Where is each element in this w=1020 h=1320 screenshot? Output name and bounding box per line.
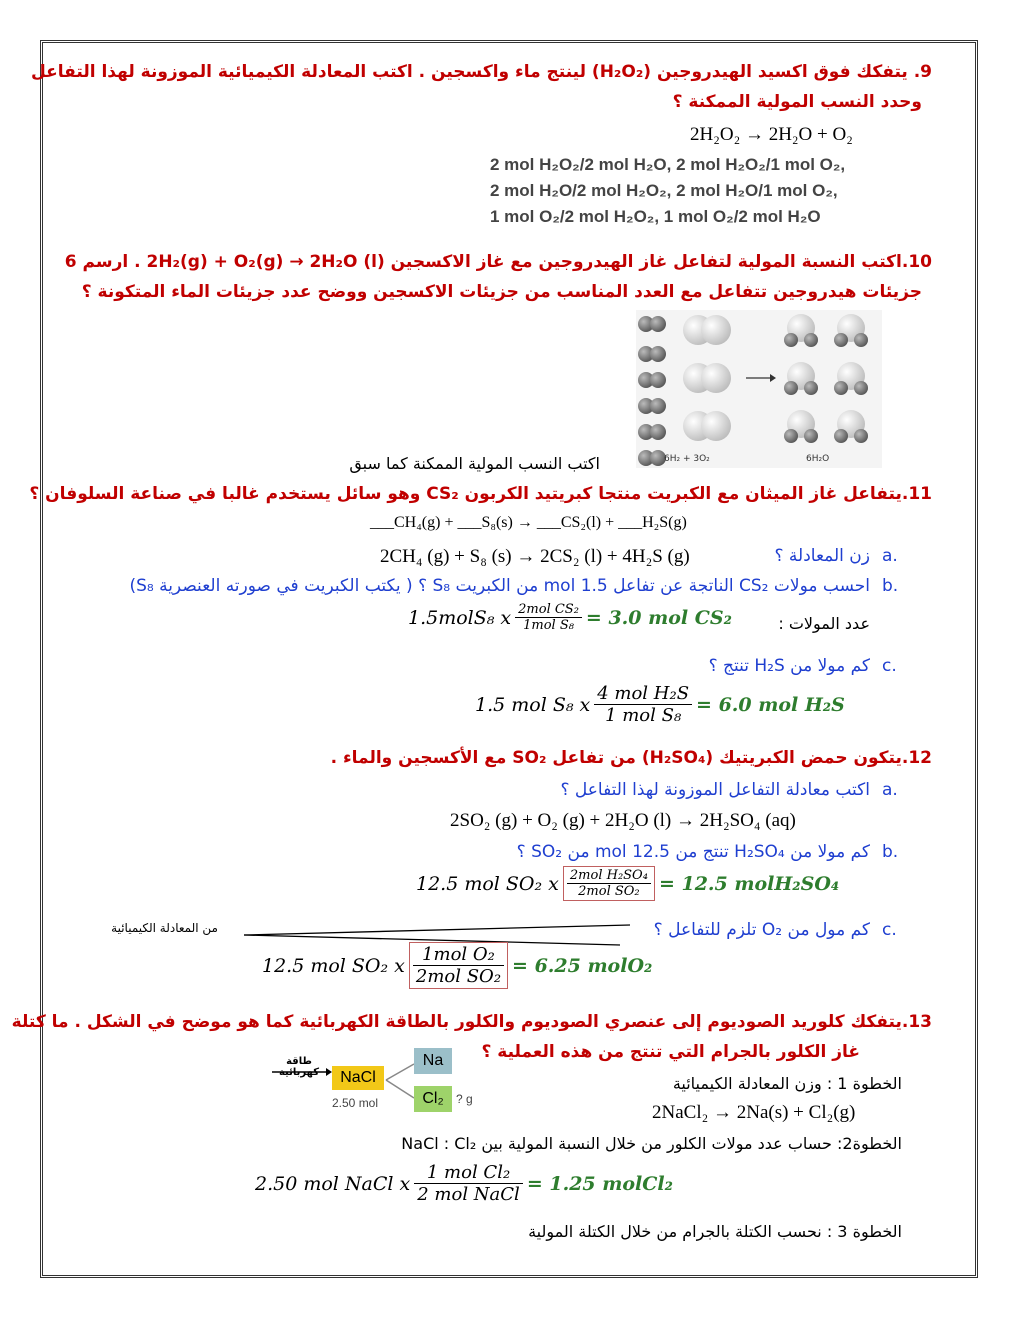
electrolysis-figure [268,1046,488,1116]
q12-c-den: 2mol SO₂ [415,966,502,987]
q10-note: اكتب النسب المولية الممكنة كما سبق [349,454,600,473]
fig-cl2: Cl₂ [414,1086,452,1112]
fig-mass: 2.50 mol [332,1096,379,1110]
q12-a-answer: 2SO₂ (g) + O₂ (g) + 2H₂O (l) → 2H₂SO₄ (aq) [450,810,796,831]
q12-annotation: من المعادلة الكيميائية [111,921,218,935]
q11-b-given: 1.5molS₈ x [408,606,512,629]
q12-c-given: 12.5 mol SO₂ x [262,954,405,977]
q13-step2: الخطوة2: حساب عدد مولات الكلور من خلال النسبة المولية بين NaCl : Cl₂ [401,1134,902,1153]
q13-step3: الخطوة 3 : نحسب الكتلة بالجرام من خلال الكتلة المولية [528,1222,902,1241]
q11-b-text: احسب مولات CS₂ الناتجة عن تفاعل 1.5 mol من الكبريت S₈ ؟ ( يكتب الكبريت في صورته العنصرية S₈) [129,576,870,596]
q11-c-num: 4 mol H₂S [594,683,692,705]
h2o-molecules [784,314,868,443]
figure-right-caption: 6H₂O [806,454,830,464]
q11-a-answer: 2CH₄ (g) + S₈ (s) → 2CS₂ (l) + 4H₂S (g) [380,546,690,567]
q11-c-den: 1 mol S₈ [605,705,682,726]
q10-title-line2: جزيئات هيدروجين تتفاعل مع العدد المناسب من جزيئات الاكسجين ووضح عدد جزيئات الماء المتكونة ؟ [81,282,922,302]
q11-c-text: كم مولا من H₂S تنتج ؟ [708,656,870,676]
q13-step2-calc [255,1162,673,1205]
q12-b-calc [416,866,839,901]
q12-b-result: = 12.5 molH₂SO₄ [658,872,840,895]
q11-b-label: b. [882,576,899,596]
q12-b-num: 2mol H₂SO₄ [567,868,651,884]
q12-b-den: 2mol SO₂ [578,884,640,899]
q9-title-line2: وحدد النسب المولية الممكنة ؟ [672,92,922,112]
q13-step2-num: 1 mol Cl₂ [414,1162,523,1184]
q11-b-calc [408,602,732,633]
q12-b-fraction [563,866,655,901]
q11-c-given: 1.5 mol S₈ x [475,693,591,716]
q12-a-label: a. [882,780,898,800]
q11-c-result: = 6.0 mol H₂S [696,693,845,716]
q11-b-result: = 3.0 mol CS₂ [585,606,732,629]
q12-c-fraction [409,942,508,989]
molecule-diagram [636,310,882,468]
q9-ratio-3: 1 mol O₂/2 mol H₂O₂, 1 mol O₂/2 mol H₂O [490,207,821,226]
q9-title-line1: 9. يتفكك فوق اكسيد الهيدروجين (H₂O₂) لينتج ماء واكسجين . اكتب المعادلة الكيميائية الموزونة لهذا التفاعل [30,62,932,82]
q13-step2-den: 2 mol NaCl [417,1184,520,1205]
q12-c-num: 1mol O₂ [413,944,504,966]
q11-b-num: 2mol CS₂ [515,602,582,618]
q11-title: 11.يتفاعل غاز الميثان مع الكبريت منتجا كبريتيد الكربون CS₂ وهو سائل يستخدم غالبا في صناعة السلوفان ؟ [29,484,932,504]
q12-b-label: b. [882,842,899,862]
q11-c-fraction [594,683,692,726]
o2-molecules [683,315,731,441]
q11-a-text: زن المعادلة ؟ [774,546,870,566]
molecule-figure [636,310,882,468]
q12-c-result: = 6.25 molO₂ [512,954,653,977]
q9-equation: 2H₂O₂ → 2H₂O + O₂ [690,124,853,145]
q13-title-line1: 13.يتفكك كلوريد الصوديوم إلى عنصري الصوديوم والكلور بالطاقة الكهربائية كما هو موضح في الشكل . ما كتلة [11,1012,932,1032]
q9-ratio-1: 2 mol H₂O₂/2 mol H₂O, 2 mol H₂O₂/1 mol O₂, [490,155,846,174]
q9-ratio-2: 2 mol H₂O/2 mol H₂O₂, 2 mol H₂O/1 mol O₂, [490,181,838,200]
q12-c-calc [262,942,652,989]
q13-title-line2: غاز الكلور بالجرام التي تنتج من هذه العملية ؟ [481,1042,860,1062]
fig-nacl: NaCl [332,1066,384,1090]
fig-energy: طاقة كهربائية [278,1056,320,1078]
q13-step2-result: = 1.25 molCl₂ [526,1172,673,1195]
q11-a-label: a. [882,546,898,566]
h2-molecules [638,316,666,466]
q11-b-prefix: عدد المولات : [778,614,870,633]
q12-b-text: كم مولا من H₂SO₄ تنتج من 12.5 mol من SO₂ ؟ [516,842,870,862]
q11-skeleton: ___CH₄(g) + ___S₈(s) → ___CS₂(l) + ___H₂S(g) [370,514,687,531]
q10-title-line1: 10.اكتب النسبة المولية لتفاعل غاز الهيدروجين مع غاز الاكسجين 2H₂(g) + O₂(g) → 2H₂O (l) . ارسم 6 [64,252,932,272]
figure-left-caption: 6H₂ + 3O₂ [664,454,710,464]
q12-a-text: اكتب معادلة التفاعل الموزونة لهذا التفاعل ؟ [560,780,870,800]
q13-step1: الخطوة 1 : وزن المعادلة الكيميائية [672,1074,902,1093]
q12-b-given: 12.5 mol SO₂ x [416,872,559,895]
reaction-arrow [746,374,776,382]
q13-step2-fraction [414,1162,523,1205]
q12-c-text: كم مول من O₂ تلزم للتفاعل ؟ [653,920,870,940]
q11-c-calc [475,683,845,726]
q11-b-fraction [515,602,582,633]
fig-question: ? g [456,1092,473,1106]
q11-b-den: 1mol S₈ [523,618,574,633]
q13-step2-given: 2.50 mol NaCl x [255,1172,411,1195]
fig-na: Na [414,1048,452,1074]
q12-c-label: c. [882,920,897,940]
q11-c-label: c. [882,656,897,676]
q12-title: 12.يتكون حمض الكبريتيك (H₂SO₄) من تفاعل SO₂ مع الأكسجين والماء . [330,748,932,768]
q13-step1-eq: 2NaCl₂ → 2Na(s) + Cl₂(g) [652,1102,856,1123]
